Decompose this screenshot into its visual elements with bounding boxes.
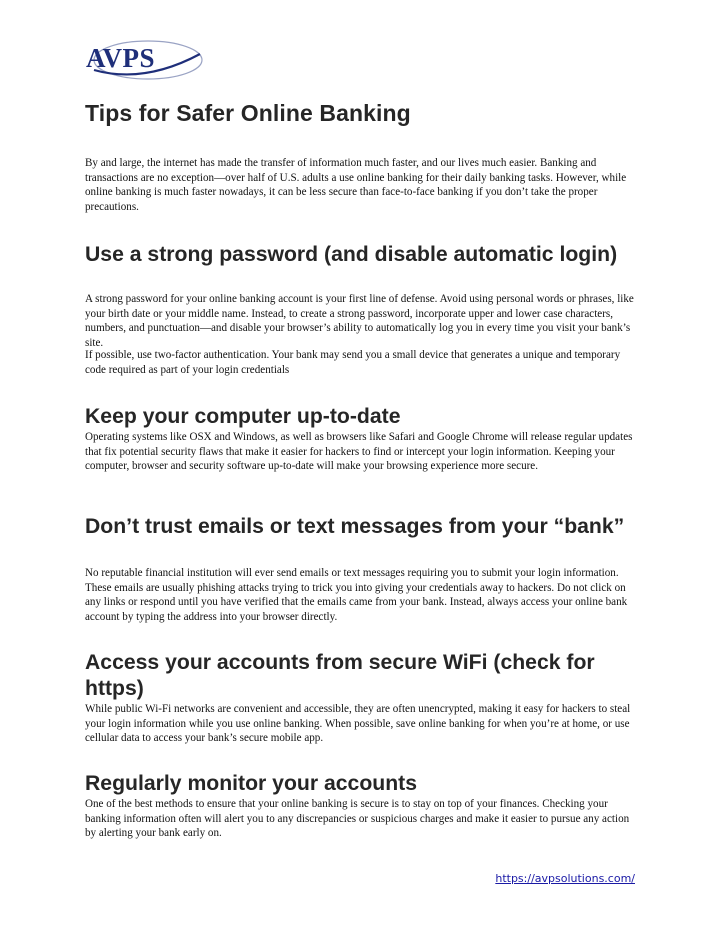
section-body-two-factor: If possible, use two-factor authentication. Your bank may send you a small device that generates a unique and temporary code required as part of your login credentials bbox=[85, 349, 621, 376]
section-body-updates: Operating systems like OSX and Windows, as well as browsers like Safari and Google Chrome will release regular updates that fix potential security flaws that make it easier for hackers to find or intercept your login information. Keeping your computer, browser and security software up-to-date will make your browsing experience more secure. bbox=[85, 431, 633, 473]
section-body-wifi: While public Wi-Fi networks are convenient and accessible, they are often unencrypted, making it easy for hackers to steal your login information while you use online banking. When possible, save online banking for when you’re at home, or use cellular data to access your bank’s secure mobile app. bbox=[85, 703, 631, 745]
section-heading-phishing: Don’t trust emails or text messages from your “bank” bbox=[85, 515, 625, 538]
avps-logo bbox=[84, 40, 204, 84]
section-body-password: A strong password for your online banking account is your first line of defense. Avoid using personal words or phrases, like your birth date or your middle name. Instead, to create a strong password, incorporate upper and lower case characters, numbers, and punctuation—and disable your browser’s ability to automatically log you in every time you visit your bank’s site. bbox=[85, 293, 634, 349]
page-title: Tips for Safer Online Banking bbox=[85, 100, 411, 126]
section-heading-password: Use a strong password (and disable automatic login) bbox=[85, 243, 618, 266]
intro-paragraph: By and large, the internet has made the transfer of information much faster, and our lives much easier. Banking and transactions are no exception—over half of U.S. adults a use online banking for their daily banking tasks. However, while online banking is much faster nowadays, it can be less secure than face-to-face banking if you don’t take the proper precautions. bbox=[85, 157, 627, 213]
logo-wordmark: AVPS bbox=[86, 43, 156, 73]
section-heading-updates: Keep your computer up-to-date bbox=[85, 405, 401, 428]
section-body-phishing: No reputable financial institution will ever send emails or text messages requiring you to submit your login information. These emails are usually phishing attacks trying to trick you into giving your credentials away to hackers. Do not click on any links or respond until you have verified that the emails came from your bank. Instead, always access your online bank account by typing the address into your browser directly. bbox=[85, 567, 628, 623]
footer-website-link[interactable]: https://avpsolutions.com/ bbox=[495, 872, 635, 885]
section-body-monitor: One of the best methods to ensure that your online banking is secure is to stay on top of your finances. Checking your banking information often will alert you to any discrepancies or suspicious charges and make it easier to pursue any action by alerting your bank early on. bbox=[85, 798, 630, 840]
section-heading-monitor: Regularly monitor your accounts bbox=[85, 772, 417, 795]
section-heading-wifi: Access your accounts from secure WiFi (check for https) bbox=[85, 651, 595, 700]
